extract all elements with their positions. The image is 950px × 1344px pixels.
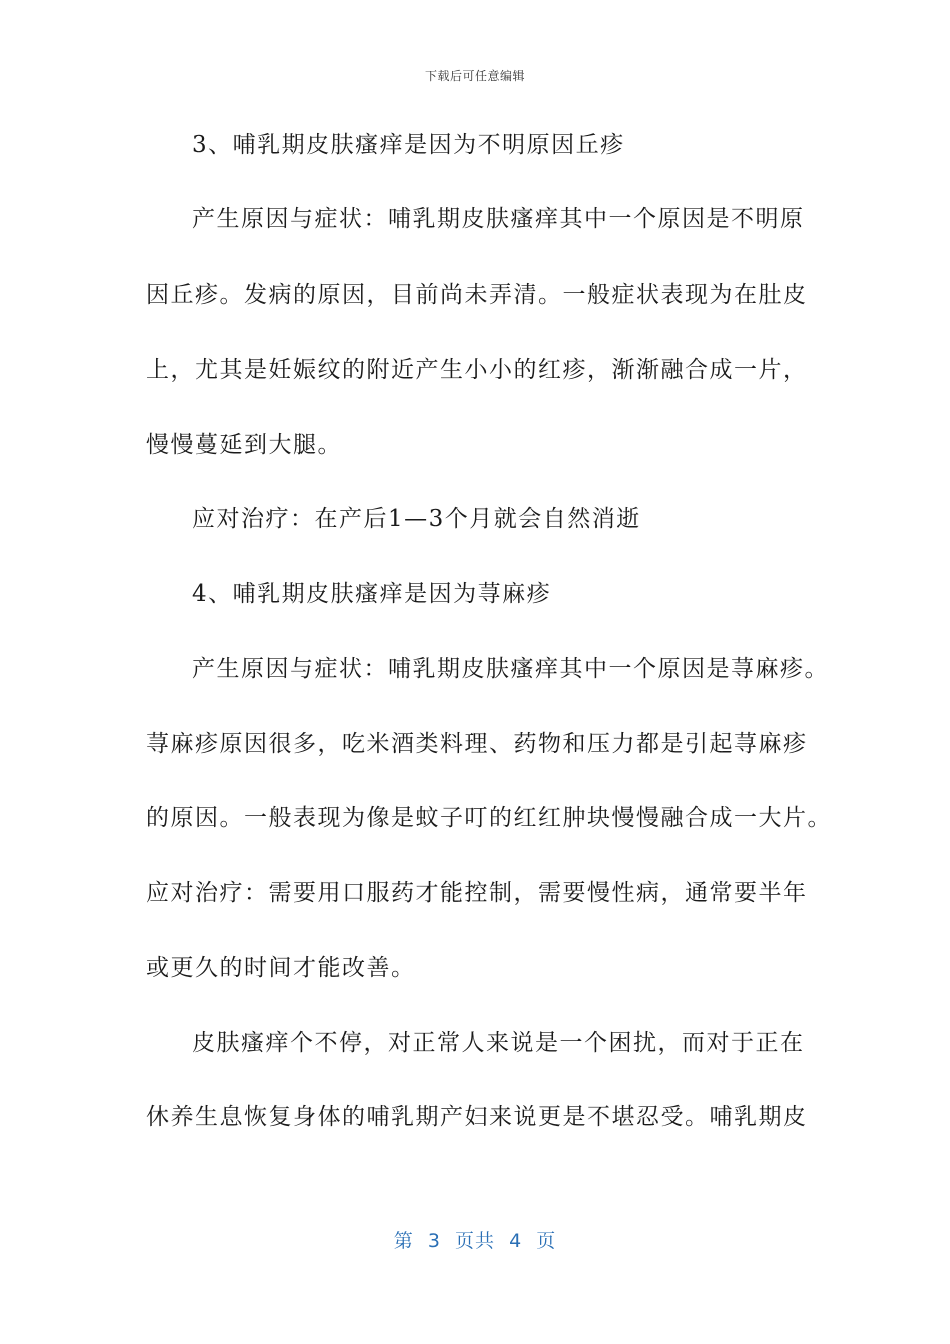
paragraph-line: 上，尤其是妊娠纹的附近产生小小的红疹，渐渐融合成一片，: [146, 357, 808, 383]
paragraph-line: 荨麻疹原因很多，吃米酒类料理、药物和压力都是引起荨麻疹: [146, 731, 808, 757]
paragraph-line: 的原因。一般表现为像是蚊子叮的红红肿块慢慢融合成一大片。: [146, 805, 832, 831]
paragraph-line: 因丘疹。发病的原因，目前尚未弄清。一般症状表现为在肚皮: [146, 282, 808, 308]
paragraph-line: 产生原因与症状：哺乳期皮肤瘙痒其中一个原因是不明原: [192, 206, 805, 232]
paragraph-line: 慢慢蔓延到大腿。: [146, 432, 342, 458]
paragraph-line: 休养生息恢复身体的哺乳期产妇来说更是不堪忍受。哺乳期皮: [146, 1104, 808, 1130]
section-heading-3: 3、哺乳期皮肤瘙痒是因为不明原因丘疹: [192, 132, 625, 158]
page-header-note: 下载后可任意编辑: [424, 69, 525, 83]
paragraph-line: 应对治疗：在产后1—3个月就会自然消逝: [192, 506, 641, 532]
page-number-footer: 第 3 页共 4 页: [393, 1230, 557, 1252]
paragraph-line: 或更久的时间才能改善。: [146, 955, 416, 981]
paragraph-line: 应对治疗：需要用口服药才能控制，需要慢性病，通常要半年: [146, 880, 808, 906]
paragraph-line: 皮肤瘙痒个不停，对正常人来说是一个困扰，而对于正在: [192, 1030, 805, 1056]
section-heading-4: 4、哺乳期皮肤瘙痒是因为荨麻疹: [192, 581, 552, 607]
paragraph-line: 产生原因与症状：哺乳期皮肤瘙痒其中一个原因是荨麻疹。: [192, 656, 829, 682]
